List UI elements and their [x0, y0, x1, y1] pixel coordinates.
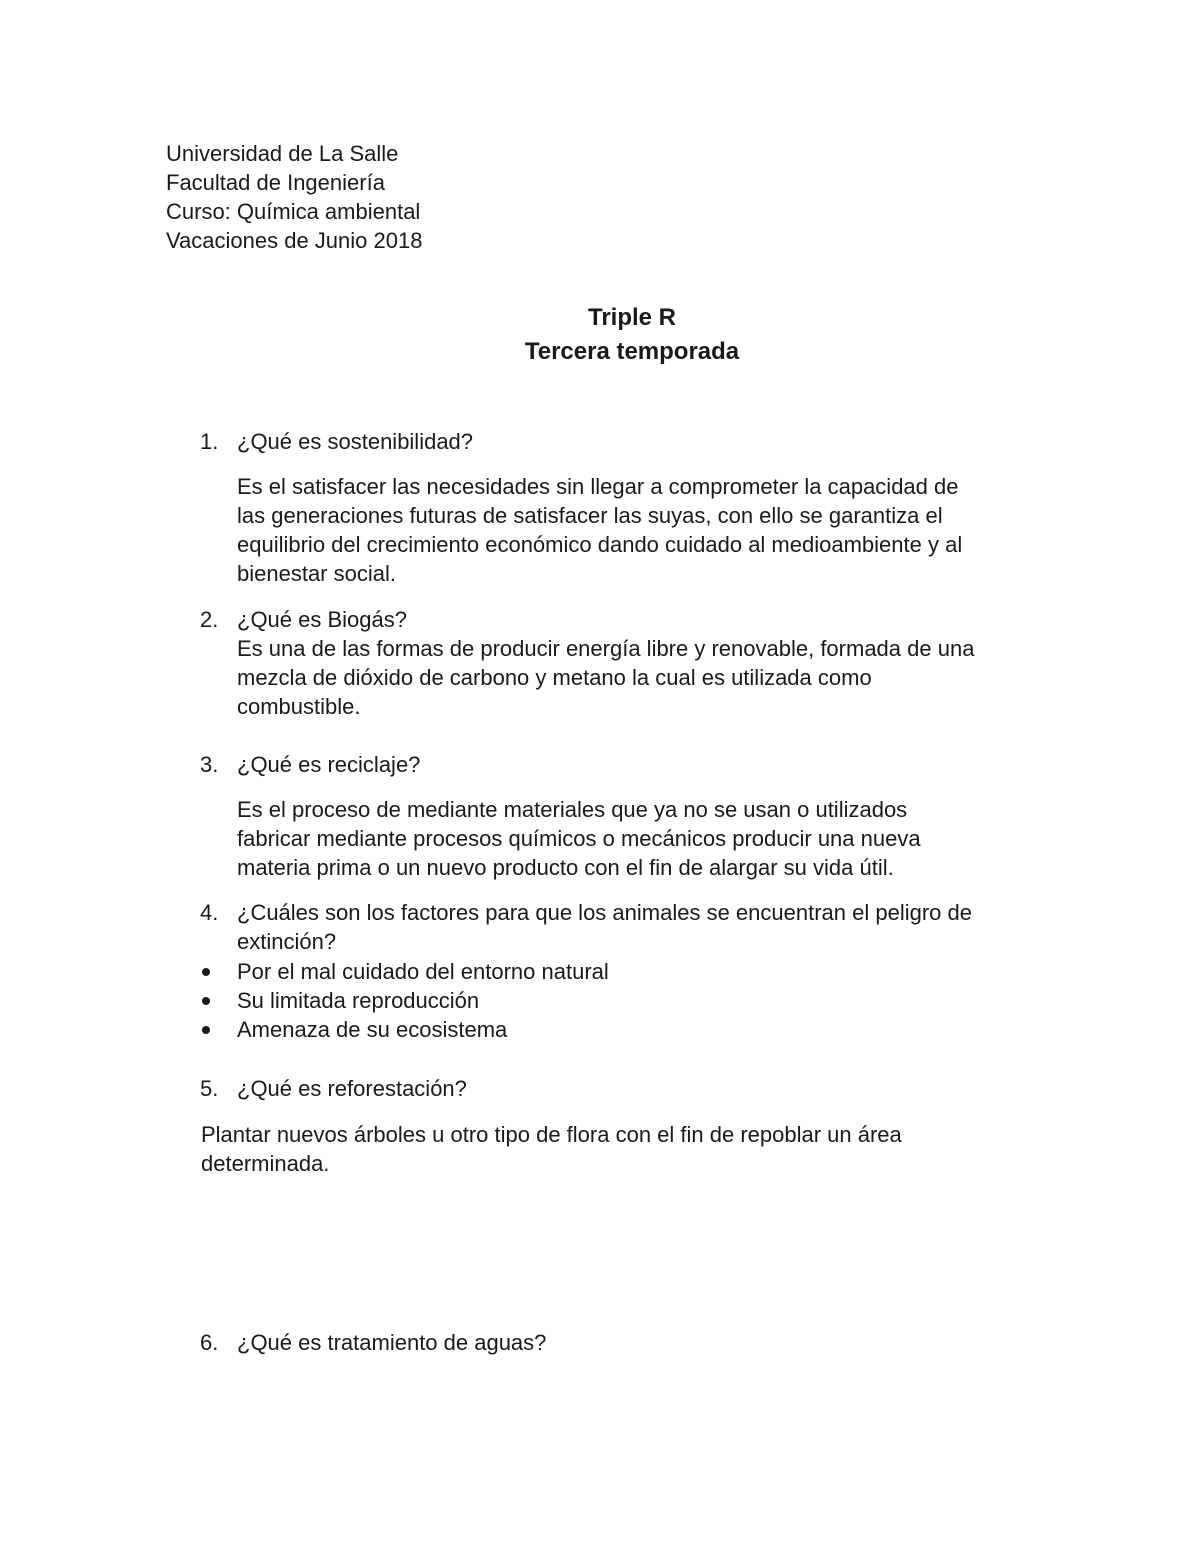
answer-line: Es el satisfacer las necesidades sin llegar a comprometer la capacidad de [237, 474, 959, 499]
answer-line: mezcla de dióxido de carbono y metano la cual es utilizada como [237, 665, 872, 690]
answer-line: fabricar mediante procesos químicos o mecánicos producir una nueva [237, 826, 921, 851]
university-name: Universidad de La Salle [166, 141, 399, 166]
answer-line: equilibrio del crecimiento económico dando cuidado al medioambiente y al [237, 532, 963, 557]
list-item: Su limitada reproducción [237, 988, 480, 1013]
document-subtitle: Tercera temporada [524, 338, 740, 365]
question-number: 4. [200, 900, 219, 925]
question-number: 5. [200, 1076, 219, 1101]
question-number: 1. [200, 429, 219, 454]
answer-line: bienestar social. [237, 561, 396, 586]
question-text: ¿Qué es sostenibilidad? [237, 429, 474, 454]
list-item: Por el mal cuidado del entorno natural [237, 959, 609, 984]
question-number: 6. [200, 1330, 219, 1355]
question-text: ¿Qué es reforestación? [237, 1076, 467, 1101]
answer-line: combustible. [237, 694, 361, 719]
question-number: 2. [200, 607, 219, 632]
question-text: extinción? [237, 929, 337, 954]
question-text: ¿Cuáles son los factores para que los animales se encuentran el peligro de [237, 900, 972, 925]
answer-line: Plantar nuevos árboles u otro tipo de flora con el fin de repoblar un área [201, 1122, 902, 1147]
answer-line: determinada. [201, 1151, 330, 1176]
question-text: ¿Qué es tratamiento de aguas? [237, 1330, 547, 1355]
bullet-icon [202, 968, 210, 976]
answer-line: las generaciones futuras de satisfacer las suyas, con ello se garantiza el [237, 503, 943, 528]
bullet-icon [202, 1026, 210, 1034]
question-text: ¿Qué es Biogás? [237, 607, 407, 632]
answer-line: Es el proceso de mediante materiales que ya no se usan o utilizados [237, 797, 908, 822]
bullet-icon [202, 997, 210, 1005]
answer-line: Es una de las formas de producir energía libre y renovable, formada de una [237, 636, 975, 661]
faculty-name: Facultad de Ingeniería [166, 170, 385, 195]
list-item: Amenaza de su ecosistema [237, 1017, 508, 1042]
document-title: Triple R [587, 304, 677, 331]
question-number: 3. [200, 752, 219, 777]
course-name: Curso: Química ambiental [166, 199, 421, 224]
question-text: ¿Qué es reciclaje? [237, 752, 421, 777]
period-text: Vacaciones de Junio 2018 [166, 228, 423, 253]
answer-line: materia prima o un nuevo producto con el fin de alargar su vida útil. [237, 855, 894, 880]
